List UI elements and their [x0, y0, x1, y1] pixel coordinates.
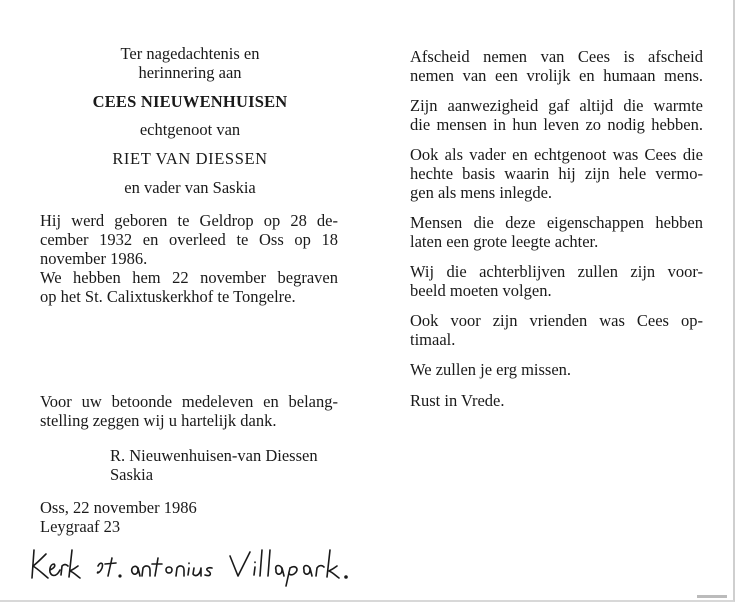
- para-4-line-1: Mensen die deze eigenschappen hebben: [410, 213, 703, 232]
- bio-line-4: We hebben hem 22 november begraven: [40, 268, 338, 287]
- address: Leygraaf 23: [40, 517, 121, 536]
- family-name-2: Saskia: [110, 465, 154, 484]
- bio-line-5: op het St. Calixtuskerkhof te Tongelre.: [40, 287, 296, 306]
- family-name-1: R. Nieuwenhuisen-van Diessen: [110, 446, 318, 465]
- bio-line-1: Hij werd geboren te Geldrop op 28 de-: [40, 211, 338, 230]
- para-7-line-1: We zullen je erg missen.: [410, 360, 572, 379]
- bio-line-3: november 1986.: [40, 249, 148, 268]
- child-line: en vader van Saskia: [124, 178, 256, 197]
- spouse-intro: echtgenoot van: [139, 120, 241, 139]
- para-4-line-2: laten een grote leegte achter.: [410, 232, 599, 251]
- scan-edge-mark: [697, 595, 727, 598]
- spouse-name: RIET VAN DIESSEN: [112, 149, 268, 168]
- para-3-line-2: hechte basis waarin hij zijn hele vermo-: [410, 164, 703, 183]
- para-8-line-1: Rust in Vrede.: [410, 391, 505, 410]
- thanks-line-1: Voor uw betoonde medeleven en belang-: [40, 392, 338, 411]
- thanks-line-2: stelling zeggen wij u hartelijk dank.: [40, 411, 277, 430]
- para-2-line-2: die mensen in hun leven zo nodig hebben.: [410, 115, 703, 134]
- para-5-line-1: Wij die achterblijven zullen zijn voor-: [410, 262, 703, 281]
- para-6-line-2: timaal.: [410, 330, 456, 349]
- para-1-line-2: nemen van een vrolijk en humaan mens.: [410, 66, 703, 85]
- deceased-name: CEES NIEUWENHUISEN: [92, 92, 288, 111]
- handwritten-note: [28, 542, 373, 588]
- para-3-line-3: gen als mens inlegde.: [410, 183, 553, 202]
- para-1-line-1: Afscheid nemen van Cees is afscheid: [410, 47, 703, 66]
- intro-line-1: Ter nagedachtenis en: [120, 44, 260, 63]
- para-5-line-2: beeld moeten volgen.: [410, 281, 552, 300]
- intro-line-2: herinnering aan: [138, 63, 242, 82]
- bio-line-2: cember 1932 en overleed te Oss op 18: [40, 230, 338, 249]
- para-2-line-1: Zijn aanwezigheid gaf altijd die warmte: [410, 96, 703, 115]
- place-date: Oss, 22 november 1986: [40, 498, 197, 517]
- para-6-line-1: Ook voor zijn vrienden was Cees op-: [410, 311, 703, 330]
- para-3-line-1: Ook als vader en echtgenoot was Cees die: [410, 145, 703, 164]
